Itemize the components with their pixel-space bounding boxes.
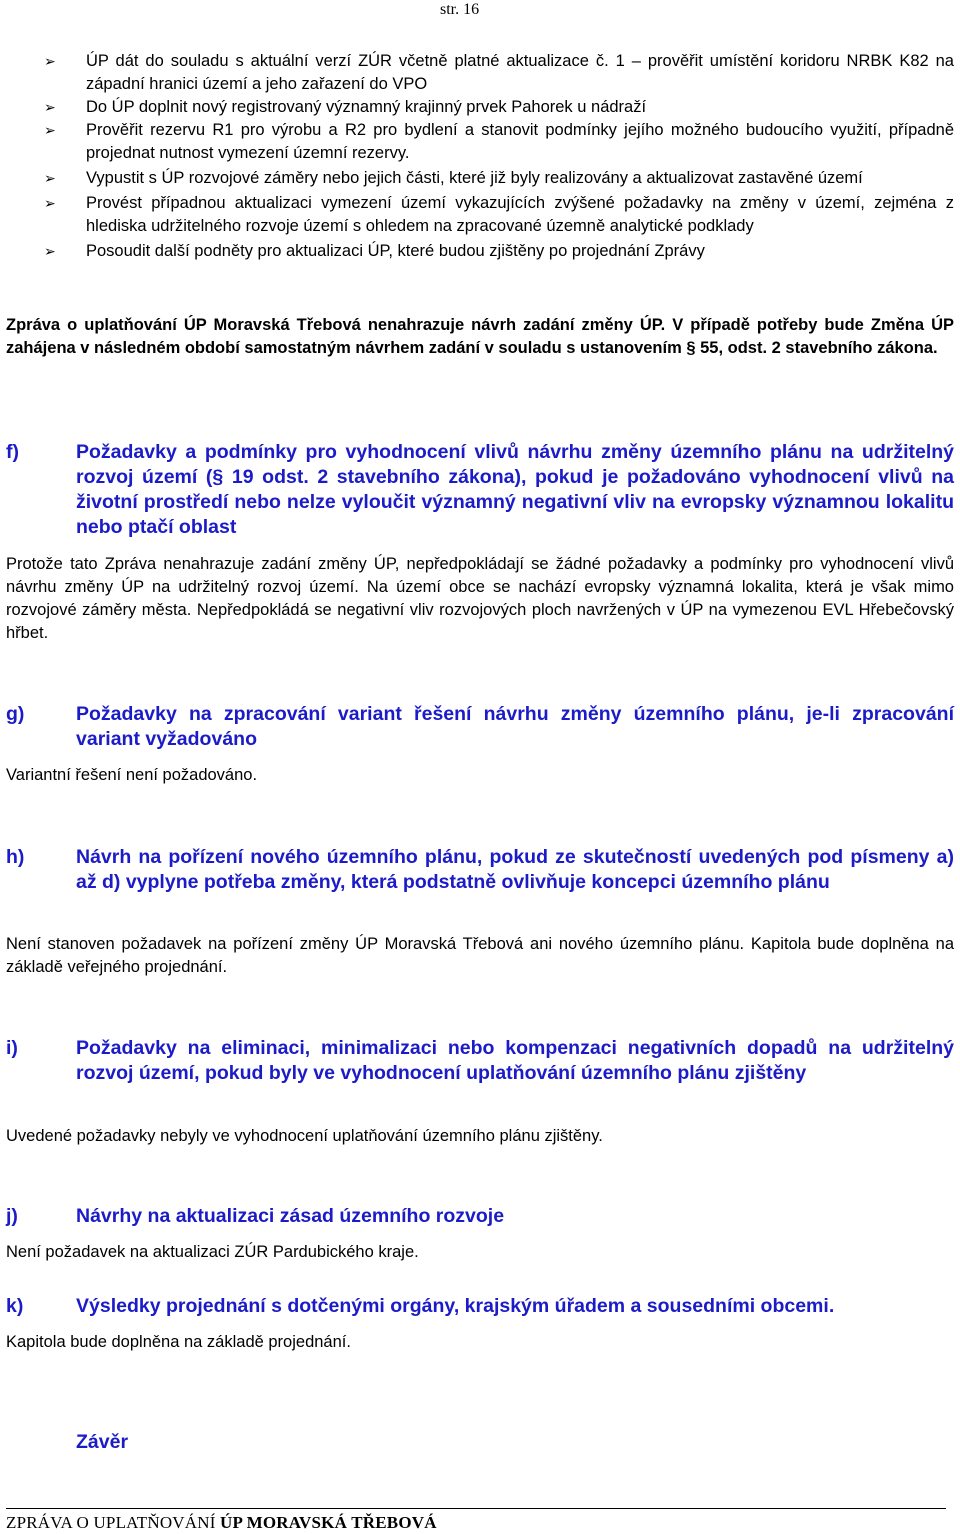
footer-divider: [6, 1508, 946, 1509]
section-letter: k): [6, 1295, 24, 1317]
section-title: Výsledky projednání s dotčenými orgány, krajským úřadem a sousedními obcemi.: [76, 1295, 835, 1317]
list-item: [6, 167, 954, 190]
list-item: [6, 240, 954, 263]
section-title: Návrhy na aktualizaci zásad územního rozvoje: [76, 1205, 505, 1227]
arrowhead-bullet-icon: ➢: [44, 53, 56, 69]
list-item-text: Provést případnou aktualizaci vymezení území vykazujících zvýšené požadavky na změny v území, zejména z hlediska udržitelného rozvoje území s ohledem na zpracované územně analytické podklady: [86, 194, 954, 235]
arrowhead-bullet-icon: ➢: [44, 99, 56, 115]
page-footer: [6, 1512, 954, 1534]
arrowhead-bullet-icon: ➢: [44, 122, 56, 138]
list-item: [6, 96, 954, 119]
section-j-text: Není požadavek na aktualizaci ZÚR Pardubického kraje.: [6, 1243, 419, 1261]
list-item: [6, 192, 954, 238]
section-f-text: Protože tato Zpráva nenahrazuje zadání změny ÚP, nepředpokládají se žádné požadavky a podmínky pro vyhodnocení vlivů návrhu změny ÚP na udržitelný rozvoj území. Na území obce se nachází evropsky významná lokalita, která je však mimo rozvojové záměry města. Nepředpokládá se negativní vliv rozvojových ploch navržených v ÚP na vymezenou EVL Hřebečovský hřbet.: [6, 555, 954, 642]
arrowhead-bullet-icon: ➢: [44, 195, 56, 211]
section-j-heading: [6, 1204, 954, 1229]
section-title: Návrh na pořízení nového územního plánu, pokud ze skutečností uvedených pod písmeny a) až d) vyplyne potřeba změny, která podstatně ovlivňuje koncepci územního plánu: [76, 846, 954, 893]
page-number: str. 16: [440, 1, 480, 18]
list-item-text: ÚP dát do souladu s aktuální verzí ZÚR včetně platné aktualizace č. 1 – prověřit umístění koridoru NRBK K82 na západní hranici území a jeho zařazení do VPO: [86, 52, 954, 93]
section-letter: i): [6, 1037, 18, 1059]
footer-title: ÚP MORAVSKÁ TŘEBOVÁ: [220, 1513, 437, 1532]
section-g-heading: [6, 702, 954, 752]
conclusion-heading: Závěr: [76, 1431, 129, 1453]
section-h-text: Není stanoven požadavek na pořízení změny ÚP Moravská Třebová ani nového územního plánu. Kapitola bude doplněna na základě veřejného projednání.: [6, 935, 954, 976]
section-title: Požadavky a podmínky pro vyhodnocení vlivů návrhu změny územního plánu na udržitelný rozvoj území (§ 19 odst. 2 stavebního zákona), pokud je požadováno vyhodnocení vlivů na životní prostředí nebo nelze vyloučit významný negativní vliv na evropsky významnou lokalitu nebo ptačí oblast: [76, 441, 954, 538]
section-letter: g): [6, 703, 25, 725]
footer-prefix: ZPRÁVA O UPLATŇOVÁNÍ: [6, 1513, 216, 1532]
arrowhead-bullet-icon: ➢: [44, 170, 56, 186]
section-letter: j): [6, 1205, 18, 1227]
summary-statement: Zpráva o uplatňování ÚP Moravská Třebová nenahrazuje návrh zadání změny ÚP. V případě potřeby bude Změna ÚP zahájena v následném období samostatným návrhem zadání v souladu s ustanovením § 55, odst. 2 stavebního zákona.: [6, 316, 954, 357]
section-letter: f): [6, 441, 19, 463]
section-title: Požadavky na zpracování variant řešení návrhu změny územního plánu, je-li zpracování variant vyžadováno: [76, 703, 954, 750]
list-item-text: Posoudit další podněty pro aktualizaci ÚP, které budou zjištěny po projednání Zprávy: [86, 242, 705, 260]
requirements-list: [6, 50, 954, 263]
section-letter: h): [6, 846, 25, 868]
section-title: Požadavky na eliminaci, minimalizaci nebo kompenzaci negativních dopadů na udržitelný rozvoj území, pokud byly ve vyhodnocení uplatňování územního plánu zjištěny: [76, 1037, 954, 1084]
section-g-text: Variantní řešení není požadováno.: [6, 766, 258, 784]
list-item-text: Vypustit s ÚP rozvojové záměry nebo jejich části, které již byly realizovány a aktualizovat zastavěné území: [86, 169, 863, 187]
list-item: [6, 119, 954, 165]
section-k-heading: [6, 1294, 954, 1319]
section-h-heading: [6, 845, 954, 895]
section-i-heading: [6, 1036, 954, 1086]
arrowhead-bullet-icon: ➢: [44, 243, 56, 259]
list-item-text: Prověřit rezervu R1 pro výrobu a R2 pro bydlení a stanovit podmínky jejího možného budoucího využití, případně projednat nutnost vymezení územní rezervy.: [86, 121, 954, 162]
list-item: [6, 50, 954, 96]
section-f-heading: [6, 440, 954, 540]
section-i-text: Uvedené požadavky nebyly ve vyhodnocení uplatňování územního plánu zjištěny.: [6, 1127, 603, 1145]
section-k-text: Kapitola bude doplněna na základě projednání.: [6, 1333, 351, 1351]
list-item-text: Do ÚP doplnit nový registrovaný významný krajinný prvek Pahorek u nádraží: [86, 98, 647, 116]
